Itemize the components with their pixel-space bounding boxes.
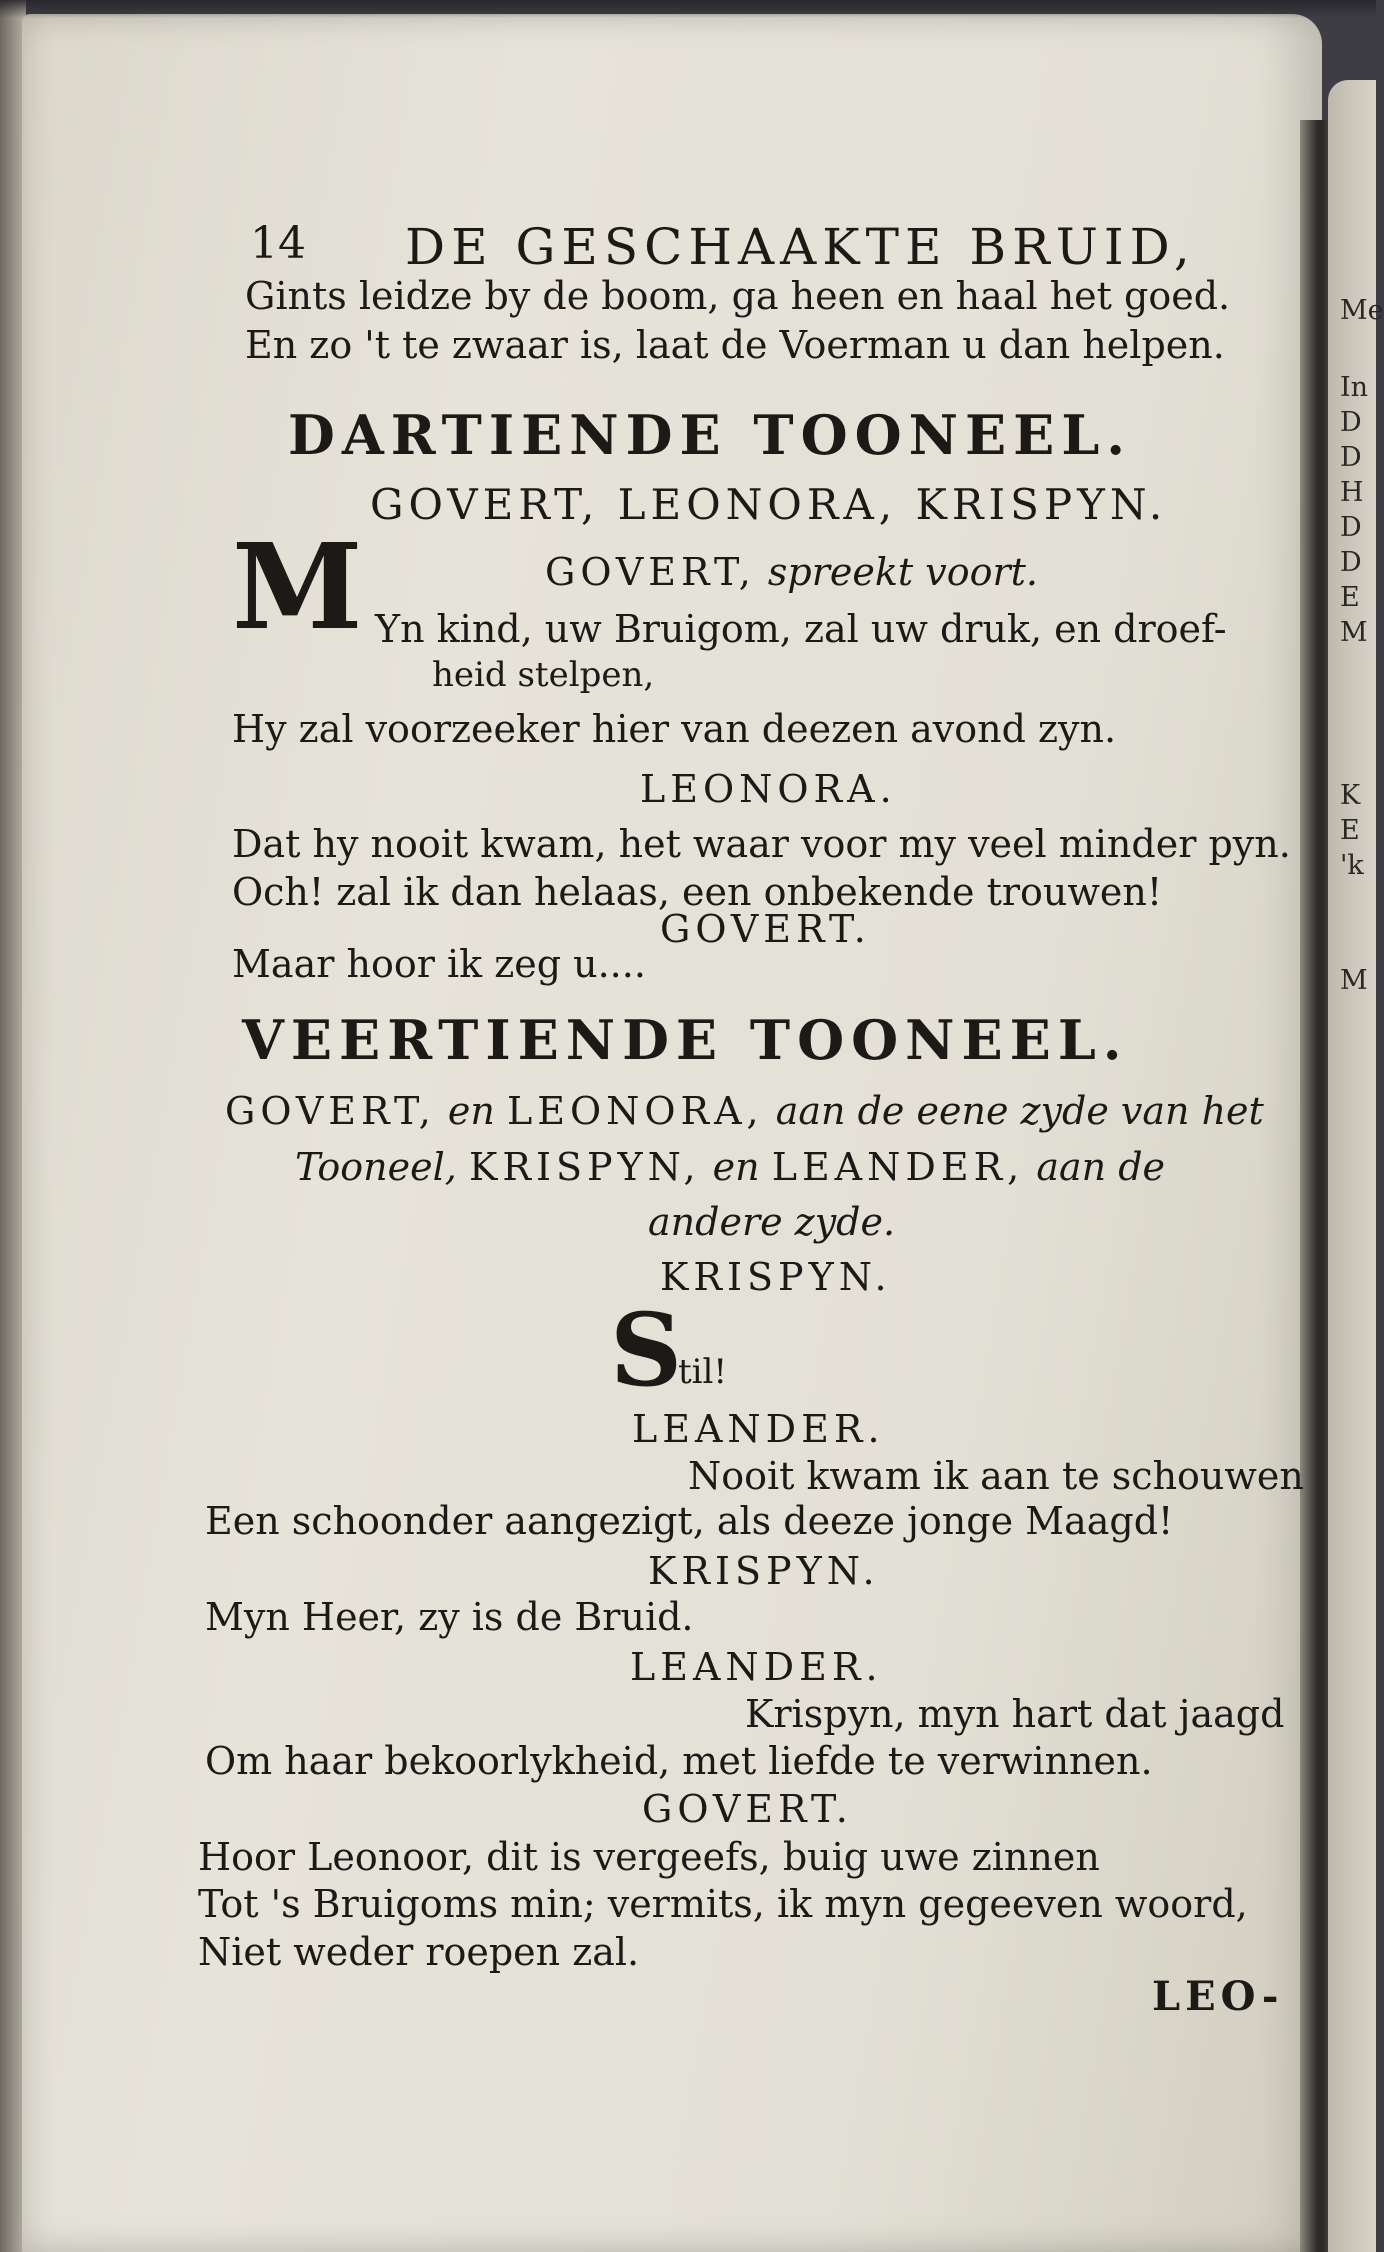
running-title: DE GESCHAAKTE BRUID,: [405, 218, 1196, 276]
facing-fragment: K: [1340, 780, 1361, 811]
stage-direction: Tooneel,: [295, 1145, 457, 1189]
verse-line: Nooit kwam ik aan te schouwen: [688, 1454, 1304, 1498]
facing-page: [1328, 80, 1384, 2252]
cast-name: KRISPYN,: [468, 1145, 701, 1189]
facing-fragment: D: [1340, 407, 1362, 438]
facing-fragment: D: [1340, 547, 1362, 578]
stage-direction: spreekt voort.: [767, 550, 1038, 594]
speaker-name: KRISPYN.: [648, 1549, 880, 1593]
facing-fragment: 'k: [1340, 850, 1364, 881]
speaker-name: GOVERT.: [660, 907, 871, 951]
cast-name: GOVERT,: [225, 1089, 436, 1133]
scene-cast: GOVERT, LEONORA, KRISPYN.: [370, 480, 1168, 529]
verse-line: Om haar bekoorlykheid, met liefde te verwinnen.: [205, 1739, 1153, 1783]
stage-direction: andere zyde.: [648, 1200, 896, 1244]
speaker-name: LEONORA.: [640, 767, 897, 811]
speaker-name: LEANDER.: [630, 1645, 883, 1689]
verse-line: Myn Heer, zy is de Bruid.: [205, 1595, 694, 1639]
drop-capital: M: [232, 517, 363, 656]
scene-heading: VEERTIENDE TOONEEL.: [242, 1008, 1129, 1072]
speaker-name: GOVERT.: [642, 1787, 853, 1831]
speaker-name: LEANDER.: [632, 1407, 885, 1451]
verse-line: til!: [678, 1352, 728, 1392]
speaker-name: KRISPYN.: [660, 1255, 892, 1299]
scene-cast: [225, 1089, 1264, 1133]
verse-line: Een schoonder aangezigt, als deeze jonge Maagd!: [205, 1499, 1174, 1543]
verse-line: Hoor Leonoor, dit is vergeefs, buig uwe zinnen: [198, 1835, 1100, 1879]
verse-line: Gints leidze by de boom, ga heen en haal het goed.: [245, 274, 1231, 318]
verse-line: Dat hy nooit kwam, het waar voor my veel minder pyn.: [232, 822, 1291, 866]
facing-fragment: Me: [1340, 295, 1384, 326]
verse-line: Yn kind, uw Bruigom, zal uw druk, en droef-: [375, 607, 1227, 651]
verse-line: heid stelpen,: [432, 655, 655, 695]
speaker-heading: [545, 550, 1038, 594]
verse-line: Tot 's Bruigoms min; vermits, ik myn gegeeven woord,: [198, 1882, 1248, 1926]
top-shadow: [0, 0, 1376, 18]
scene-heading: DARTIENDE TOONEEL.: [288, 403, 1133, 467]
facing-fragment: M: [1340, 965, 1368, 996]
verse-line: Niet weder roepen zal.: [198, 1930, 640, 1974]
verse-line: Och! zal ik dan helaas, een onbekende trouwen!: [232, 870, 1163, 914]
facing-fragment: D: [1340, 512, 1362, 543]
facing-fragment: E: [1340, 582, 1360, 613]
drop-capital: S: [610, 1291, 683, 1409]
facing-fragment: In: [1340, 372, 1369, 403]
verse-line: Krispyn, myn hart dat jaagd: [745, 1692, 1285, 1736]
stage-direction: aan de eene zyde van het: [775, 1089, 1264, 1133]
verse-line: En zo 't te zwaar is, laat de Voerman u dan helpen.: [245, 323, 1225, 367]
facing-fragment: H: [1340, 477, 1364, 508]
verse-line: Maar hoor ik zeg u....: [232, 942, 646, 986]
facing-fragment: D: [1340, 442, 1362, 473]
cast-conjunction: en: [447, 1089, 495, 1133]
facing-fragment: E: [1340, 815, 1360, 846]
facing-fragment: M: [1340, 617, 1368, 648]
verse-line: Hy zal voorzeeker hier van deezen avond zyn.: [232, 707, 1117, 751]
page-number: 14: [250, 218, 306, 269]
cast-name: LEANDER,: [771, 1145, 1025, 1189]
cast-name: LEONORA,: [506, 1089, 764, 1133]
speaker-name: GOVERT,: [545, 550, 756, 594]
stage-direction: aan de: [1036, 1145, 1166, 1189]
catchword: LEO-: [1152, 1973, 1284, 2020]
cast-conjunction: en: [712, 1145, 760, 1189]
scene-cast: [295, 1145, 1166, 1189]
